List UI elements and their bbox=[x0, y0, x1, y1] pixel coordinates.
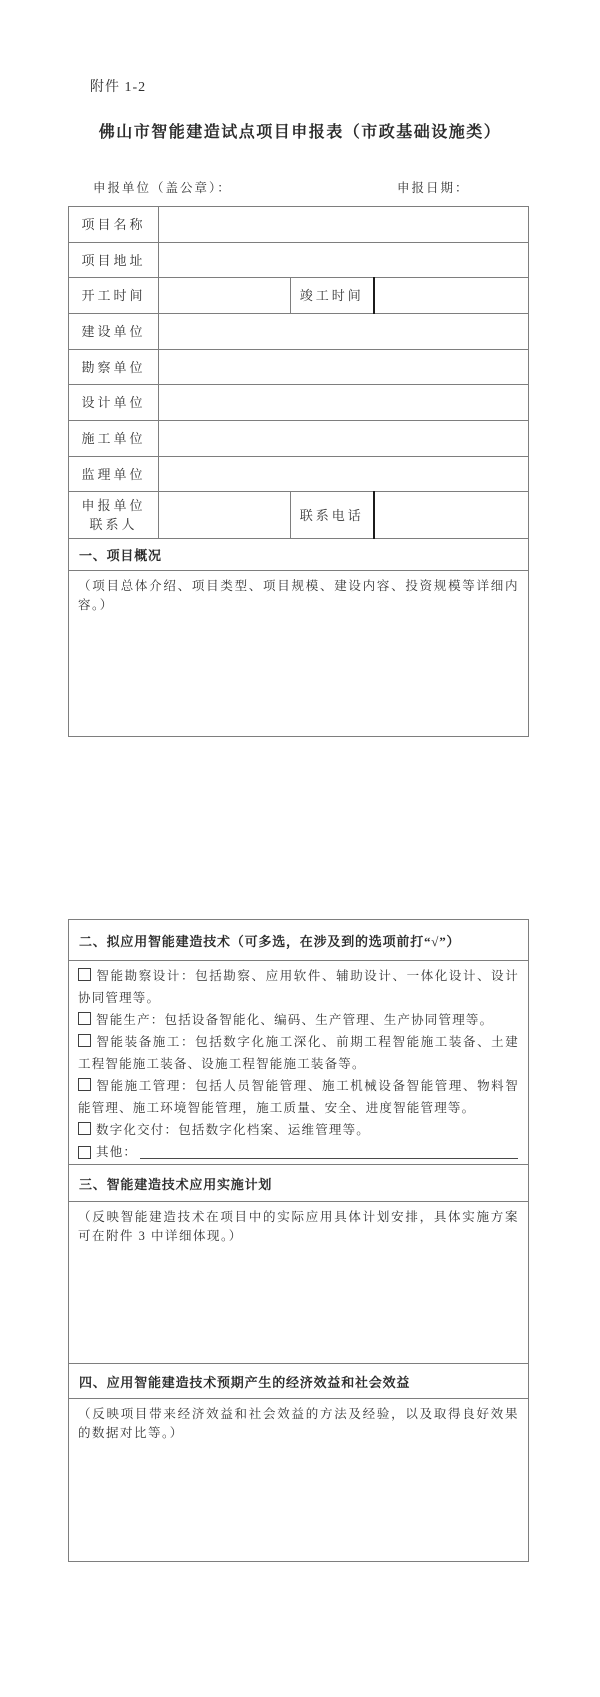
contact-person-label-line2: 联系人 bbox=[89, 517, 138, 532]
row-label-contact-person bbox=[69, 492, 159, 539]
row-label-builder-unit: 施工单位 bbox=[69, 421, 159, 457]
project-info-table bbox=[68, 206, 529, 737]
table-row bbox=[69, 421, 529, 457]
option-text: 数字化交付：包括数字化档案、运维管理等。 bbox=[96, 1123, 371, 1137]
row-label-project-address: 项目地址 bbox=[69, 243, 159, 278]
table-row bbox=[69, 1399, 529, 1562]
row-label-supervision-unit: 监理单位 bbox=[69, 457, 159, 492]
row-label-end-date: 竣工时间 bbox=[291, 278, 374, 314]
table-row bbox=[69, 1364, 529, 1399]
field-supervision-unit[interactable] bbox=[159, 457, 529, 492]
checkbox-icon[interactable] bbox=[78, 1012, 91, 1025]
table-row bbox=[69, 571, 529, 737]
option-text: 其他： bbox=[96, 1145, 138, 1159]
checkbox-icon[interactable] bbox=[78, 968, 91, 981]
checkbox-icon[interactable] bbox=[78, 1122, 91, 1135]
table-row bbox=[69, 278, 529, 314]
form-title: 佛山市智能建造试点项目申报表（市政基础设施类） bbox=[98, 124, 502, 141]
checkbox-icon[interactable] bbox=[78, 1146, 91, 1159]
table-row bbox=[69, 961, 529, 1165]
field-project-name[interactable] bbox=[159, 207, 529, 243]
table-row bbox=[69, 314, 529, 350]
field-builder-unit[interactable] bbox=[159, 421, 529, 457]
option-text: 智能装备施工：包括数字化施工深化、前期工程智能施工装备、土建工程智能施工装备、设施工程智能施工装备等。 bbox=[78, 1035, 519, 1071]
row-label-project-name: 项目名称 bbox=[69, 207, 159, 243]
other-fill-line[interactable] bbox=[140, 1141, 518, 1159]
option-text: 智能生产：包括设备智能化、编码、生产管理、生产协同管理等。 bbox=[96, 1013, 494, 1027]
declare-unit-label: 申报单位（盖公章）： bbox=[93, 181, 232, 195]
field-end-date[interactable] bbox=[374, 278, 529, 314]
section4-heading: 四、应用智能建造技术预期产生的经济效益和社会效益 bbox=[69, 1364, 529, 1399]
field-contact-phone[interactable] bbox=[374, 492, 529, 539]
section3-hint: （反映智能建造技术在项目中的实际应用具体计划安排，具体实施方案可在附件 3 中详细体现。） bbox=[78, 1210, 519, 1243]
contact-person-label-line1: 申报单位 bbox=[81, 498, 146, 513]
field-contact-person[interactable] bbox=[159, 492, 291, 539]
field-construction-unit[interactable] bbox=[159, 314, 529, 350]
checkbox-option-other bbox=[78, 1141, 519, 1164]
option-text: 智能勘察设计：包括勘察、应用软件、辅助设计、一体化设计、设计协同管理等。 bbox=[78, 969, 519, 1005]
table-row bbox=[69, 243, 529, 278]
field-project-address[interactable] bbox=[159, 243, 529, 278]
table-row bbox=[69, 207, 529, 243]
table-row bbox=[69, 385, 529, 421]
table-row bbox=[69, 539, 529, 571]
checkbox-icon[interactable] bbox=[78, 1078, 91, 1091]
table-row bbox=[69, 920, 529, 961]
field-start-date[interactable] bbox=[159, 278, 291, 314]
checkbox-option-digital-delivery bbox=[78, 1119, 519, 1141]
checkbox-option-survey-design bbox=[78, 965, 519, 1009]
section1-body-cell[interactable] bbox=[69, 571, 529, 737]
row-label-survey-unit: 勘察单位 bbox=[69, 350, 159, 385]
field-survey-unit[interactable] bbox=[159, 350, 529, 385]
row-label-design-unit: 设计单位 bbox=[69, 385, 159, 421]
option-text: 智能施工管理：包括人员智能管理、施工机械设备智能管理、物料智能管理、施工环境智能管理，施工质量、安全、进度智能管理等。 bbox=[78, 1079, 519, 1115]
section3-body-cell[interactable] bbox=[69, 1202, 529, 1364]
declare-date-label: 申报日期： bbox=[397, 181, 470, 195]
tech-options-cell bbox=[69, 961, 529, 1165]
checkbox-option-smart-equipment bbox=[78, 1031, 519, 1075]
table-row bbox=[69, 1202, 529, 1364]
row-label-start-date: 开工时间 bbox=[69, 278, 159, 314]
section4-hint: （反映项目带来经济效益和社会效益的方法及经验，以及取得良好效果的数据对比等。） bbox=[78, 1407, 519, 1440]
attachment-label: 附件 1-2 bbox=[90, 80, 147, 95]
checkbox-option-smart-management bbox=[78, 1075, 519, 1119]
row-label-construction-unit: 建设单位 bbox=[69, 314, 159, 350]
row-label-contact-phone: 联系电话 bbox=[291, 492, 374, 539]
table-row bbox=[69, 492, 529, 539]
section3-heading: 三、智能建造技术应用实施计划 bbox=[69, 1165, 529, 1202]
section2-heading: 二、拟应用智能建造技术（可多选，在涉及到的选项前打“√”） bbox=[69, 920, 529, 961]
table-row bbox=[69, 457, 529, 492]
tech-application-table bbox=[68, 919, 529, 1562]
section1-heading: 一、项目概况 bbox=[69, 539, 529, 571]
table-row bbox=[69, 1165, 529, 1202]
checkbox-option-smart-production bbox=[78, 1009, 519, 1031]
section4-body-cell[interactable] bbox=[69, 1399, 529, 1562]
table-row bbox=[69, 350, 529, 385]
section1-hint: （项目总体介绍、项目类型、项目规模、建设内容、投资规模等详细内容。） bbox=[78, 579, 520, 612]
checkbox-icon[interactable] bbox=[78, 1034, 91, 1047]
field-design-unit[interactable] bbox=[159, 385, 529, 421]
